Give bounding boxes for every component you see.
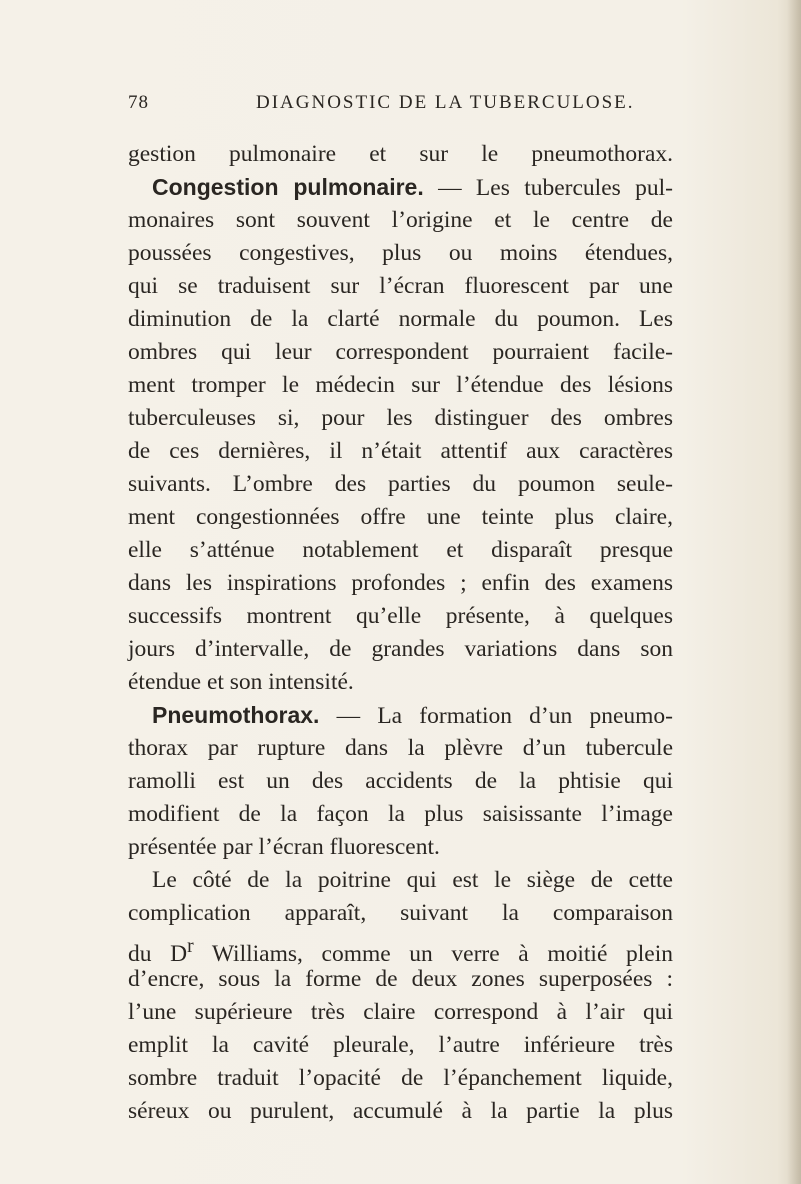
text-line: étendue et son intensité. — [128, 669, 354, 695]
text-line: ramolli est un des accidents de la phtisie qui — [128, 768, 673, 794]
text-line: monaires sont souvent l’origine et le centre de — [128, 207, 673, 233]
text-line: suivants. L’ombre des parties du poumon seule- — [128, 471, 673, 497]
text-line: l’une supérieure très claire correspond à l’air qui — [128, 999, 673, 1025]
body-text — [128, 138, 673, 1128]
text-line: sombre traduit l’opacité de l’épanchement liquide, — [128, 1065, 673, 1091]
text-line: poussées congestives, plus ou moins étendues, — [128, 240, 673, 266]
text-line: présentée par l’écran fluorescent. — [128, 834, 440, 860]
text-line: ombres qui leur correspondent pourraient facile- — [128, 339, 673, 365]
text-line: ment tromper le médecin sur l’étendue des lésions — [128, 372, 673, 398]
text-line: complication apparaît, suivant la comparaison — [128, 900, 673, 926]
text-line: diminution de la clarté normale du poumon. Les — [128, 306, 673, 332]
text-line: gestion pulmonaire et sur le pneumothorax. — [128, 141, 673, 167]
text-fragment: — La formation d’un pneumo- — [319, 703, 673, 729]
text-line: de ces dernières, il n’était attentif aux caractères — [128, 438, 673, 464]
page-number: 78 — [128, 92, 149, 113]
page-header — [128, 92, 673, 124]
text-line: Le côté de la poitrine qui est le siège de cette — [152, 867, 673, 893]
text-fragment: Williams, comme un verre à moitié plein — [193, 940, 673, 967]
running-head: DIAGNOSTIC DE LA TUBERCULOSE. — [256, 92, 635, 113]
text-line: elle s’atténue notablement et disparaît presque — [128, 537, 673, 563]
paragraph-pneumothorax — [128, 699, 673, 732]
text-line: d’encre, sous la forme de deux zones superposées : — [128, 966, 673, 992]
superscript: r — [187, 936, 194, 957]
text-line: tuberculeuses si, pour les distinguer des ombres — [128, 405, 673, 431]
text-line: séreux ou purulent, accumulé à la partie la plus — [128, 1098, 673, 1124]
text-line: jours d’intervalle, de grandes variations dans son — [128, 636, 673, 662]
paragraph-congestion — [128, 171, 673, 204]
section-heading-pneumothorax: Pneumothorax. — [152, 702, 320, 728]
text-fragment: — Les tubercules pul- — [423, 175, 673, 201]
text-line: emplit la cavité pleurale, l’autre inférieure très — [128, 1032, 673, 1058]
text-line: thorax par rupture dans la plèvre d’un tubercule — [128, 735, 673, 761]
text-line: successifs montrent qu’elle présente, à quelques — [128, 603, 673, 629]
page-edge-shadow — [787, 0, 801, 1184]
section-heading-congestion: Congestion pulmonaire. — [152, 174, 424, 200]
text-line: ment congestionnées offre une teinte plus claire, — [128, 504, 673, 530]
text-fragment: du D — [128, 940, 188, 967]
text-line: dans les inspirations profondes ; enfin des examens — [128, 570, 673, 596]
text-line-with-superscript — [128, 930, 673, 967]
text-line: qui se traduisent sur l’écran fluorescent par une — [128, 273, 673, 299]
text-line: modifient de la façon la plus saisissante l’image — [128, 801, 673, 827]
